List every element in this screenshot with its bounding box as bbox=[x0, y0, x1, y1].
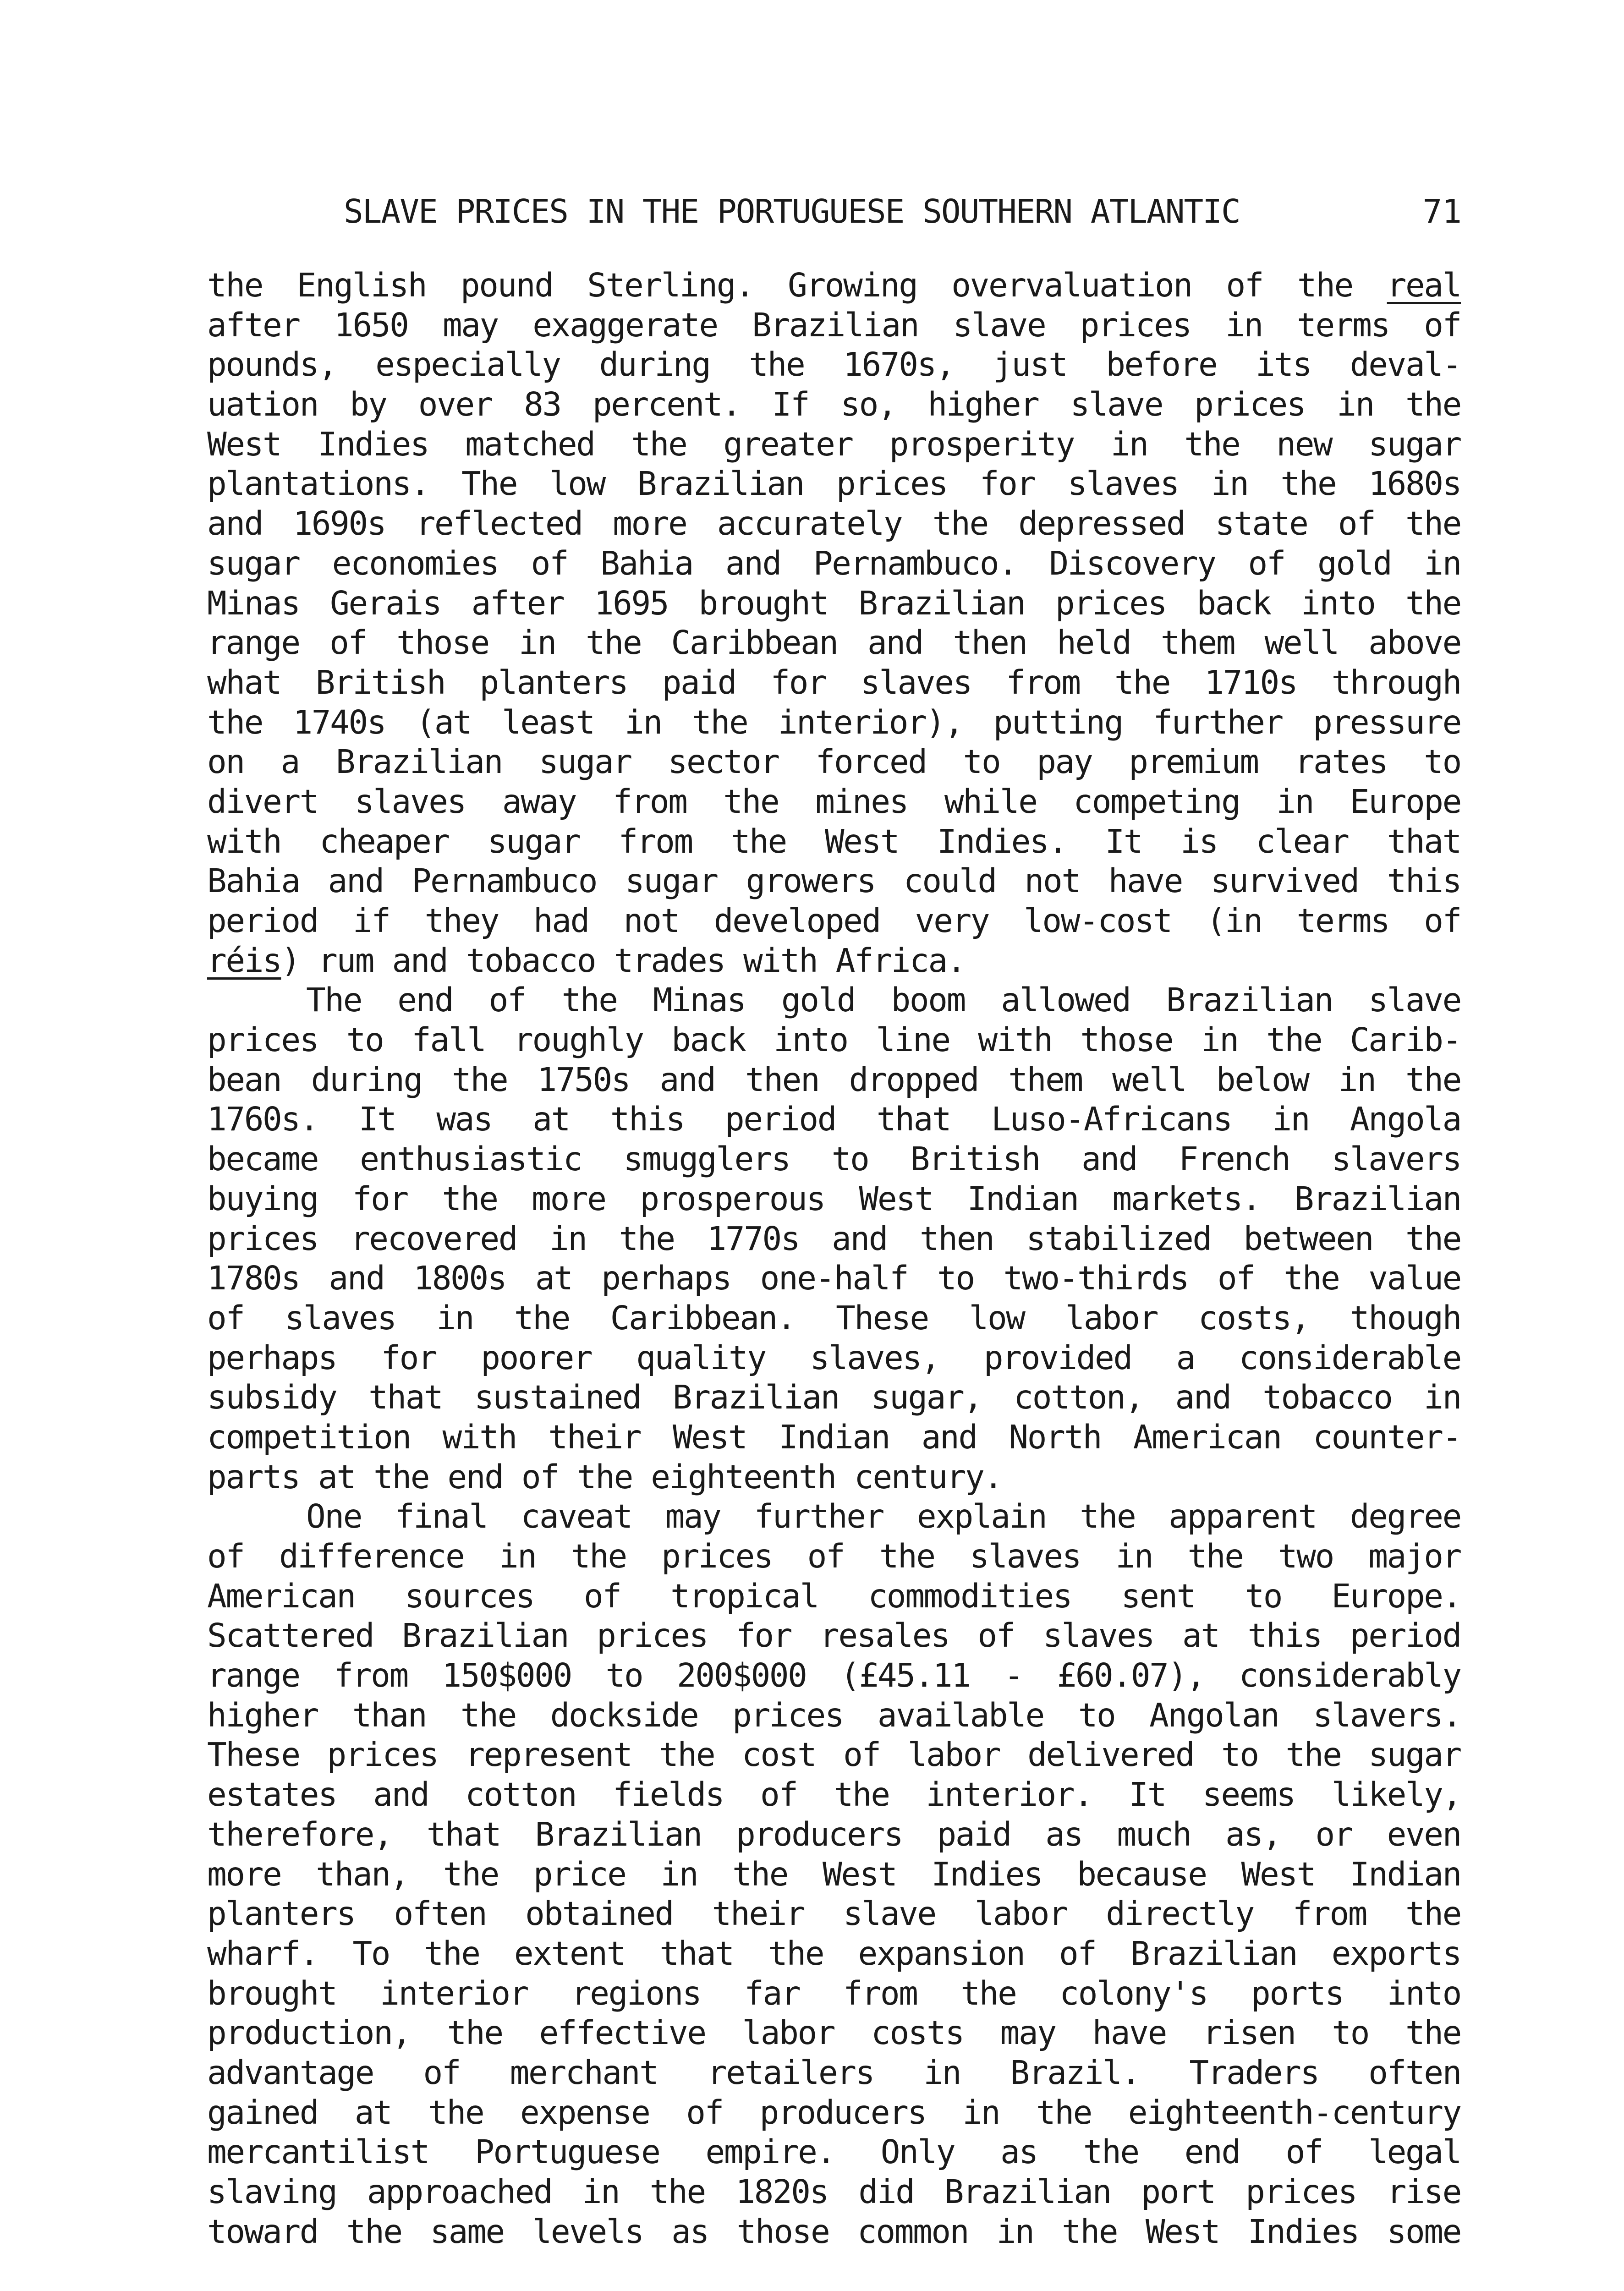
text-line: parts at the end of the eighteenth century. bbox=[207, 1458, 1002, 1496]
text-line: on a Brazilian sugar sector forced to pay premium rates to bbox=[207, 743, 1461, 781]
running-title: SLAVE PRICES IN THE PORTUGUESE SOUTHERN ATLANTIC bbox=[344, 192, 1240, 230]
text-line: pounds, especially during the 1670s, just before its deval- bbox=[207, 345, 1461, 384]
text-line: higher than the dockside prices available to Angolan slavers. bbox=[207, 1696, 1461, 1734]
text-line: The end of the Minas gold boom allowed Brazilian slave bbox=[306, 981, 1461, 1019]
text-line: more than, the price in the West Indies because West Indian bbox=[207, 1855, 1461, 1893]
text-line: toward the same levels as those common in the West Indies some bbox=[207, 2212, 1461, 2251]
page-number: 71 bbox=[1422, 192, 1462, 230]
text-line: therefore, that Brazilian producers paid as much as, or even bbox=[207, 1815, 1461, 1853]
text-line: 1780s and 1800s at perhaps one-half to two-thirds of the value bbox=[207, 1259, 1461, 1298]
text-line: range of those in the Caribbean and then held them well above bbox=[207, 624, 1461, 662]
text-line: gained at the expense of producers in the eighteenth-century bbox=[207, 2093, 1461, 2132]
text-line: prices recovered in the 1770s and then stabilized between the bbox=[207, 1219, 1461, 1258]
text-line: One final caveat may further explain the apparent degree bbox=[306, 1497, 1461, 1536]
text-line: mercantilist Portuguese empire. Only as the end of legal bbox=[207, 2133, 1461, 2171]
text-line: estates and cotton fields of the interior. It seems likely, bbox=[207, 1776, 1461, 1814]
text-line: with cheaper sugar from the West Indies. It is clear that bbox=[207, 822, 1461, 860]
text-line: réis) rum and tobacco trades with Africa. bbox=[207, 941, 966, 980]
text-line: period if they had not developed very low-cost (in terms of bbox=[207, 902, 1461, 940]
text-line: 1760s. It was at this period that Luso-Africans in Angola bbox=[207, 1100, 1461, 1139]
text-line: American sources of tropical commodities sent to Europe. bbox=[207, 1577, 1461, 1615]
text-line: brought interior regions far from the colony's ports into bbox=[207, 1974, 1461, 2012]
text-line: advantage of merchant retailers in Brazil. Traders often bbox=[207, 2053, 1461, 2092]
text-line: West Indies matched the greater prosperity in the new sugar bbox=[207, 425, 1461, 463]
text-line: range from 150$000 to 200$000 (£45.11 - £60.07), considerably bbox=[207, 1656, 1461, 1695]
text-line: bean during the 1750s and then dropped them well below in the bbox=[207, 1060, 1461, 1099]
text-line: Bahia and Pernambuco sugar growers could not have survived this bbox=[207, 862, 1461, 900]
text-line: after 1650 may exaggerate Brazilian slave prices in terms of bbox=[207, 306, 1461, 344]
text-line: uation by over 83 percent. If so, higher slave prices in the bbox=[207, 385, 1461, 424]
text-line: Minas Gerais after 1695 brought Brazilian prices back into the bbox=[207, 584, 1461, 622]
text-line: planters often obtained their slave labor directly from the bbox=[207, 1895, 1461, 1933]
text-line: of difference in the prices of the slaves in the two major bbox=[207, 1537, 1461, 1575]
text-line: plantations. The low Brazilian prices for slaves in the 1680s bbox=[207, 465, 1461, 503]
underlined-word: réis bbox=[207, 941, 281, 980]
text-line: and 1690s reflected more accurately the depressed state of the bbox=[207, 504, 1461, 543]
text-line: wharf. To the extent that the expansion of Brazilian exports bbox=[207, 1934, 1461, 1973]
text-line: These prices represent the cost of labor delivered to the sugar bbox=[207, 1736, 1461, 1774]
text-line: production, the effective labor costs may have risen to the bbox=[207, 2014, 1461, 2052]
text-line: sugar economies of Bahia and Pernambuco. Discovery of gold in bbox=[207, 544, 1461, 582]
text-line: competition with their West Indian and North American counter- bbox=[207, 1418, 1461, 1456]
text-line: what British planters paid for slaves from the 1710s through bbox=[207, 663, 1461, 702]
running-header bbox=[206, 189, 1462, 235]
text-line: became enthusiastic smugglers to British and French slavers bbox=[207, 1140, 1461, 1178]
text-line: prices to fall roughly back into line with those in the Carib- bbox=[207, 1021, 1461, 1059]
text-line: divert slaves away from the mines while competing in Europe bbox=[207, 782, 1461, 821]
text-line: perhaps for poorer quality slaves, provided a considerable bbox=[207, 1338, 1461, 1377]
text-line: the English pound Sterling. Growing overvaluation of the real bbox=[207, 266, 1461, 304]
text-line: subsidy that sustained Brazilian sugar, cotton, and tobacco in bbox=[207, 1378, 1461, 1417]
underlined-word: real bbox=[1387, 266, 1461, 304]
text-line: Scattered Brazilian prices for resales of slaves at this period bbox=[207, 1617, 1461, 1655]
text-line: slaving approached in the 1820s did Brazilian port prices rise bbox=[207, 2173, 1461, 2211]
text-line: the 1740s (at least in the interior), putting further pressure bbox=[207, 703, 1461, 741]
text-line: of slaves in the Caribbean. These low labor costs, though bbox=[207, 1299, 1461, 1337]
body-text bbox=[207, 266, 1461, 2252]
text-line: buying for the more prosperous West Indian markets. Brazilian bbox=[207, 1179, 1461, 1218]
